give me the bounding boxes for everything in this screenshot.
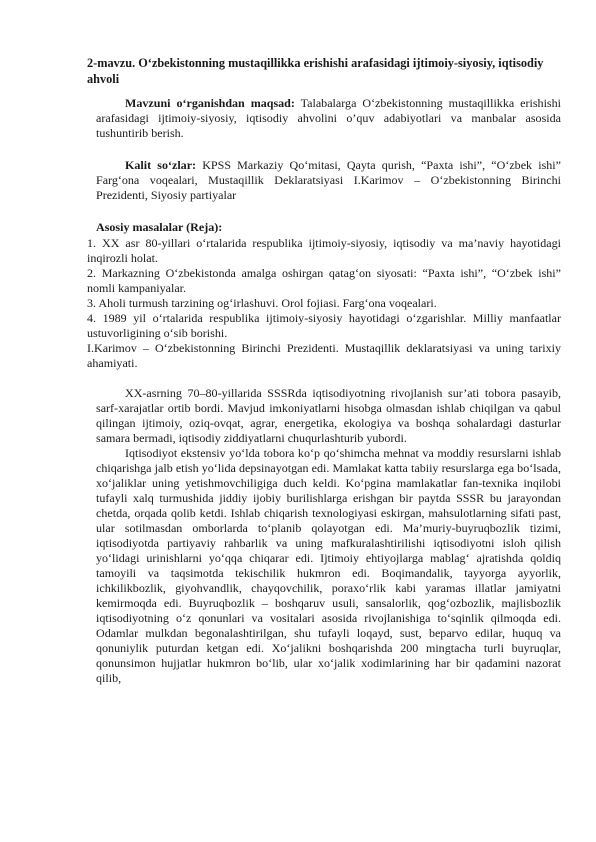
aim-label: Mavzuni o‘rganishdan maqsad: [125, 96, 295, 110]
aim-paragraph [96, 96, 561, 141]
body-paragraph-2: Iqtisodiyot ekstensiv yo‘lda tobora ko‘p qo‘shimcha mehnat va moddiy resurslarni ishlab chiqarishga jalb etish yo‘lida depsinayotgan edi. Mamlakat katta tabiiy resurslarga ega bo‘lsada, xo‘jaliklar uning yetishmovchiligiga duch keldi. Ko‘pgina mamlakatlar fan-texnika inqilobi tufayli xalq turmushida jiddiy ijobiy burilishlarga erishgan bir paytda SSSR bu jarayondan chetda, orqada qolib ketdi. Ishlab chiqarish texnologiyasi eskirgan, mahsulotlarning sifati past, ular sotilmasdan omborlarda to‘planib qolayotgan edi. Ma’muriy-buyruqbozlik tizimi, iqtisodiyotda partiyaviy rahbarlik va uning mafkuralashtirilishi iqtisodiyotni isloh qilish yo‘lidagi urinishlarni yo‘qqa chiqarar edi. Ijtimoiy ehtiyojlarga mablag‘ ajratishda qoldiq tamoyili va taqsimotda tekischilik hukmron edi. Boqimandalik, tayyorga ayyorlik, ichkilikbozlik, giyohvandlik, chayqovchilik, poraxo‘rlik kabi yaramas illatlar jamiyatni kemirmoqda edi. Buyruqbozlik – boshqaruv usuli, sansalorlik, qog‘ozbozlik, majlisbozlik iqtisodiyotning o‘z qonunlari va vositalari asosida rivojlanishiga to‘sqinlik qilmoqda edi. Odamlar mulkdan begonalashtirilgan, shu tufayli loqayd, sust, beparvo edilar, huquq va qonuniylik puturdan ketgan edi. Xo‘jalikni boshqarishda 200 mingtacha turli buyruqlar, qonunsimon hujjatlar hukmron bo‘lib, ular xo‘jalik xodimlarining har bir qadamini nazorat qilib, [96, 446, 561, 685]
plan-item-5: I.Karimov – O‘zbekistonning Birinchi Prezidenti. Mustaqillik deklaratsiyasi va uning tarixiy ahamiyati. [87, 341, 561, 370]
plan-item-2: 2. Markazning O‘zbekistonda amalga oshirgan qatag‘on siyosati: “Paxta ishi”, “O‘zbek ishi” nomli kampaniyalar. [87, 266, 561, 295]
keywords-paragraph [96, 158, 561, 203]
plan-item-3: 3. Aholi turmush tarzining og‘irlashuvi. Orol fojiasi. Farg‘ona voqealari. [87, 296, 437, 310]
body-paragraph-1: XX-asrning 70–80-yillarida SSSRda iqtisodiyotning rivojlanish sur’ati tobora pasayib, sarf-xarajatlar ortib bordi. Mavjud imkoniyatlarni hisobga olmasdan ishlab chiqilgan va qabul qilingan ijtimoiy, oziq-ovqat, agrar, energetika, ekologiya va boshqa sohalardagi dasturlar samara bermadi, iqtisodiy ziddiyatlarni chuqurlashturib yubordi. [96, 386, 561, 445]
document-title: 2-mavzu. O‘zbekistonning mustaqillikka erishishi arafasidagi ijtimoiy-siyosiy, iqtisodiy ahvoli [87, 56, 544, 86]
plan-item-4: 4. 1989 yil o‘rtalarida respublika ijtimoiy-siyosiy hayotidagi o‘zgarishlar. Milliy manfaatlar ustuvorligining o‘sib borishi. [87, 311, 561, 340]
body-text [96, 386, 561, 686]
aim-text: Talabalarga O‘zbekistonning mustaqillikka erishishi arafasidagi ijtimoiy-siyosiy, iqtisodiy ahvolini o’quv adabiyotlari va manbalar asosida tushuntirib berish. [96, 96, 561, 140]
plan-heading: Asosiy masalalar (Reja): [96, 220, 223, 234]
plan-list [87, 236, 561, 371]
plan-item-1: 1. XX asr 80-yillari o‘rtalarida respublika ijtimoiy-siyosiy, iqtisodiy va ma’naviy hayotidagi inqirozli holat. [87, 236, 561, 265]
keywords-text: KPSS Markaziy Qo‘mitasi, Qayta qurish, “Paxta ishi”, “O‘zbek ishi” Farg‘ona voqealari, Mustaqillik Deklaratsiyasi I.Karimov – O‘zbekistonning Birinchi Prezidenti, Siyosiy partiyalar [96, 158, 561, 202]
keywords-label: Kalit so‘zlar: [125, 158, 197, 172]
